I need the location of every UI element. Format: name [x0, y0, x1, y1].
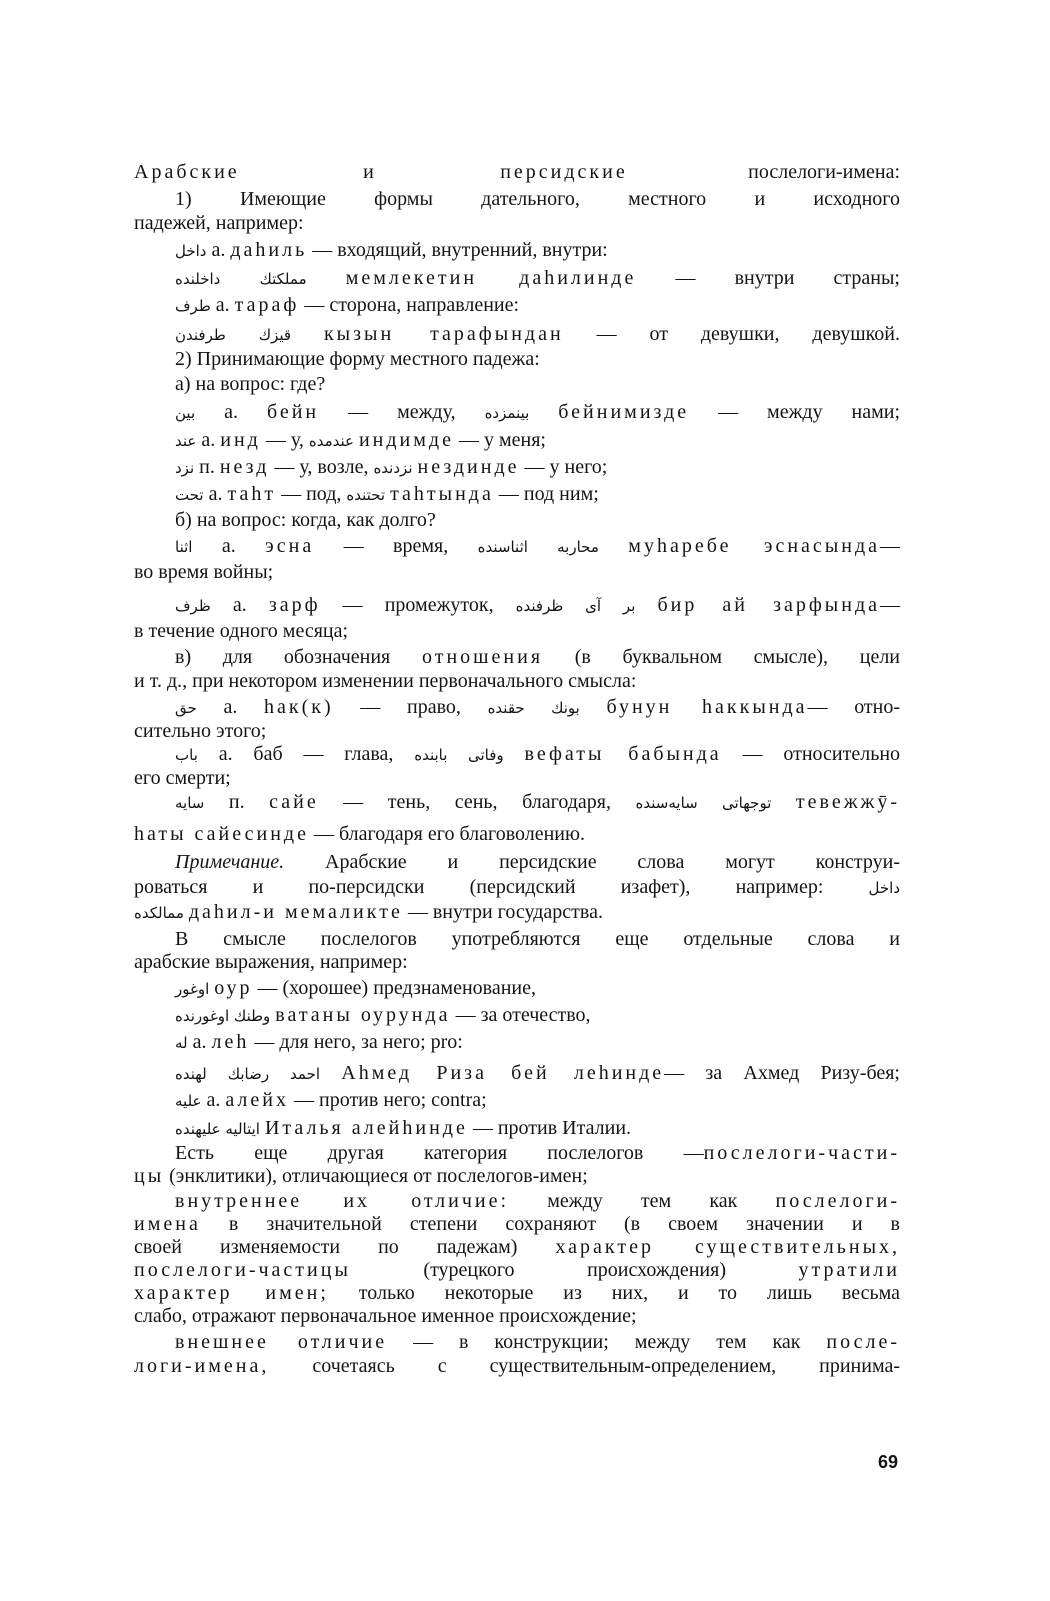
example-line: بین а. бейн — между, بینمزده бейнимизде — между нами;: [175, 401, 901, 423]
text-line: слабо, отражают первоначальное именное происхождение;: [134, 1305, 637, 1327]
example-line: نزد п. незд — у, возле, نزدنده нездинде — у него;: [175, 456, 608, 478]
example-line: عند а. инд — у, عندمده индимде — у меня;: [175, 429, 546, 451]
note: Примечание. Арабские и персидские слова могут конструи-: [175, 851, 900, 873]
text-line: hаты сайесинде — благодаря его благоволению.: [134, 823, 585, 845]
paragraph: В смысле послелогов употребляются еще отдельные слова и: [175, 928, 900, 950]
list-item-1: 1) Имеющие формы дательного, местного и исходного: [175, 188, 900, 210]
sub-heading-b: б) на вопрос: когда, как долго?: [175, 509, 436, 531]
paragraph: Есть еще другая категория послелогов —послелоги-части-: [175, 1142, 900, 1164]
text-line: цы (энклитики), отличающиеся от послелогов-имен;: [134, 1165, 588, 1187]
sub-heading-v: в) для обозначения отношения (в буквальном смысле), цели: [175, 646, 901, 668]
text-line: сительно этого;: [134, 720, 267, 742]
text-line: внутреннее их отличие: между тем как послелоги-: [175, 1190, 901, 1212]
note-line: роваться и по-персидски (персидский изафет), например: داخل: [134, 876, 901, 898]
example-line: داخل а. даhиль — входящий, внутренний, внутри:: [175, 239, 608, 261]
text-line: арабские выражения, например:: [134, 951, 408, 973]
sub-heading-a: а) на вопрос: где?: [175, 373, 326, 395]
example-line: طرفندن قیزك кызын тарафындан — от девушки, девушкой.: [175, 323, 901, 345]
example-line: ظرف а. зарф — промежуток, بر آی ظرفنده бир ай зарфында—: [175, 594, 900, 616]
example-line: احمد رضابك لهنده Аhмед Риза бей леhинде— за Ахмед Ризу-бея;: [175, 1062, 900, 1084]
text-line: послелоги-частицы (турецкого происхождения) утратили: [134, 1259, 900, 1281]
text-line: его смерти;: [134, 767, 231, 789]
text-line: характер имен; только некоторые из них, и то лишь весьма: [134, 1282, 900, 1304]
page-number: 69: [877, 1452, 898, 1472]
text-line: в течение одного месяца;: [134, 620, 349, 642]
example-line: حق а. hак(к) — право, بونك حقنده бунун hаккында— отно-: [175, 696, 901, 718]
example-line: اوغور оур — (хорошее) предзнаменование,: [175, 977, 537, 999]
example-line: طرف а. тараф — сторона, направление:: [175, 294, 520, 316]
text-line: во время войны;: [134, 561, 274, 583]
example-line: داخلنده مملكتك мемлекетин даhилинде — внутри страны;: [175, 267, 900, 289]
text-line: логи-имена, сочетаясь с существительным-определением, принима-: [134, 1355, 901, 1377]
example-line: باب а. баб — глава, وفاتی بابنده вефаты бабында — относительно: [175, 743, 901, 765]
example-line: اثنا а. эсна — время, محاربه اثناسنده муhаребе эснасында—: [175, 535, 901, 557]
text-line: имена в значительной степени сохраняют (в своем значении и в: [134, 1213, 901, 1235]
example-line: ایتالیه علیهنده Италья алейhинде — против Италии.: [175, 1117, 632, 1139]
list-item-2: 2) Принимающие форму местного падежа:: [175, 348, 540, 370]
text-line: падежей, например:: [134, 212, 304, 234]
example-line: سایه п. сайе — тень, сень, благодаря, توجهاتی سایه‌سنده тевежжӯ-: [175, 791, 901, 813]
text-line: и т. д., при некотором изменении первоначального смысла:: [134, 670, 637, 692]
note-line: ممالکده даhил-и мемаликте — внутри государства.: [134, 901, 603, 923]
example-line: له а. леh — для него, за него; pro:: [175, 1031, 463, 1053]
text-line: внешнее отличие — в конструкции; между тем как после-: [175, 1331, 901, 1353]
example-line: تحت а. таhт — под, تحتنده таhтында — под ним;: [175, 483, 599, 505]
text-line: своей изменяемости по падежам) характер существительных,: [134, 1236, 901, 1258]
example-line: وطنك اوغورنده ватаны оурунда — за отечество,: [175, 1004, 591, 1026]
section-heading: Арабские и персидские послелоги-имена:: [134, 161, 900, 183]
example-line: علیه а. алейх — против него; contra;: [175, 1089, 487, 1111]
